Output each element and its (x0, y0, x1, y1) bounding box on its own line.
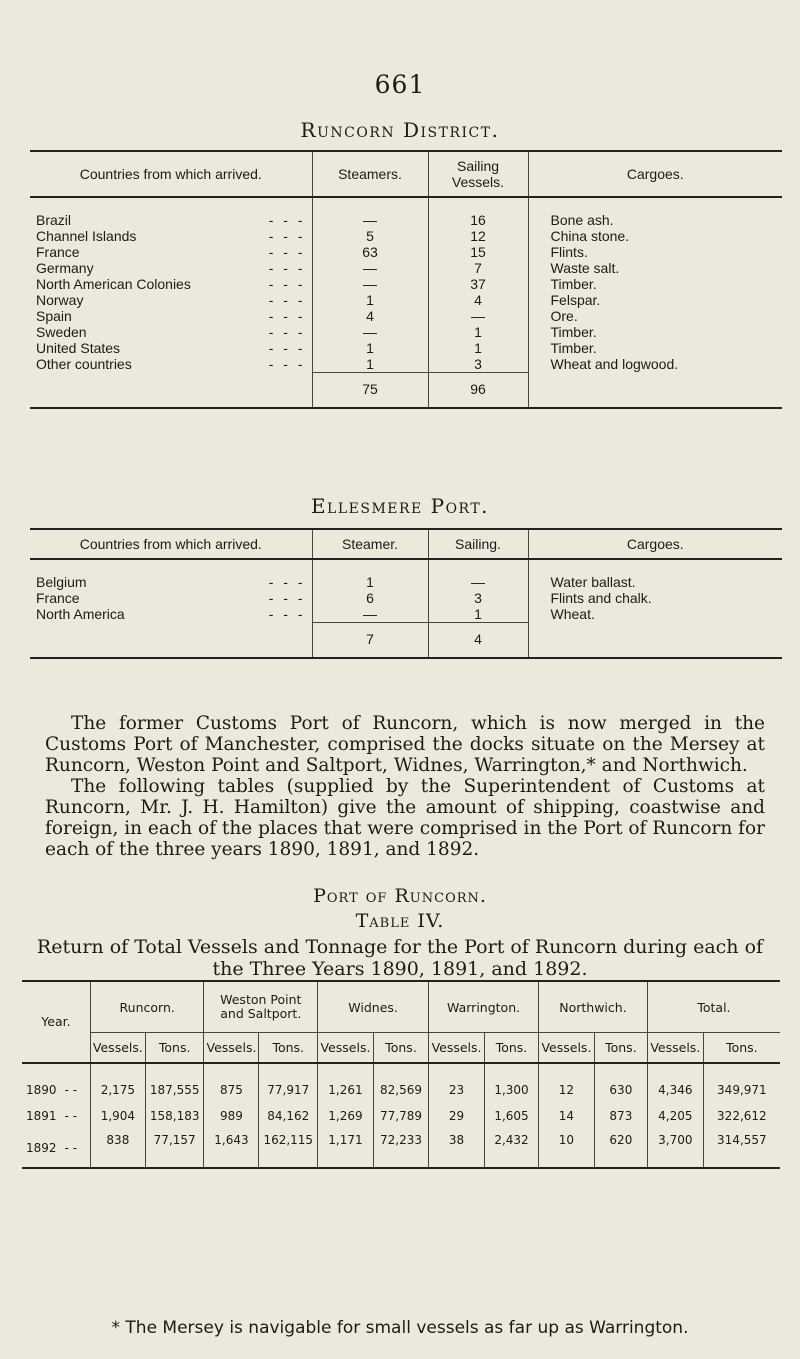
page-number: 661 (374, 70, 426, 99)
table-row (30, 244, 782, 260)
col-header-countries: Countries from which arrived. (30, 151, 312, 197)
vessels-cell: 989 (204, 1103, 259, 1129)
steamers-cell: 1 (312, 292, 428, 308)
table-row (30, 324, 782, 340)
vessels-cell: 875 (204, 1077, 259, 1103)
steamers-cell: 63 (312, 244, 428, 260)
vessels-cell: 1,269 (318, 1103, 374, 1129)
country-cell (30, 228, 312, 244)
vessels-cell: 1,261 (318, 1077, 374, 1103)
group-header-northwich: Northwich. (539, 981, 648, 1033)
cargo-cell: Timber. (528, 340, 782, 356)
spacer-cell (30, 559, 312, 574)
leader-dots: - - - (268, 606, 306, 622)
spacer-row (30, 197, 782, 212)
leader-dots: - - (64, 1082, 78, 1097)
leader-dots: - - (64, 1140, 78, 1155)
tons-cell: 72,233 (373, 1129, 428, 1168)
table-row (30, 308, 782, 324)
tons-cell: 2,432 (484, 1129, 538, 1168)
col-header-steamer: Steamer. (312, 529, 428, 559)
port-of-runcorn-table (22, 980, 780, 1169)
return-title: Return of Total Vessels and Tonnage for the Port of Runcorn during each of the Three Years 1890, 1891, and 1892. (36, 936, 764, 980)
country-cell (30, 212, 312, 228)
country-cell (30, 340, 312, 356)
steamers-cell: — (312, 260, 428, 276)
vessels-cell: 838 (90, 1129, 145, 1168)
table-row (30, 356, 782, 373)
sailing-cell: 3 (428, 356, 528, 373)
totals-label-cell (30, 373, 312, 409)
year-cell (22, 1129, 90, 1168)
tons-cell: 1,300 (484, 1077, 538, 1103)
sailing-cell: 3 (428, 590, 528, 606)
spacer-cell (703, 1063, 780, 1077)
spacer-cell (428, 559, 528, 574)
steamers-cell: 4 (312, 308, 428, 324)
leader-dots: - - - (268, 324, 306, 340)
totals-cargo-cell (528, 623, 782, 659)
subheader-tons: Tons. (594, 1033, 647, 1063)
tons-cell: 82,569 (373, 1077, 428, 1103)
paragraph-customs-port: The former Customs Port of Runcorn, which is now merged in the Customs Port of Manchester, comprised the docks situate on the Mersey at Runcorn, Weston Point and Saltport, Widnes, Warrington,* and Northwich. (45, 713, 765, 776)
spacer-cell (90, 1063, 145, 1077)
steamers-cell: 1 (312, 356, 428, 373)
port-of-runcorn-heading: Port of Runcorn. (313, 885, 487, 907)
spacer-cell (428, 197, 528, 212)
leader-dots: - - - (268, 228, 306, 244)
subheader-tons: Tons. (145, 1033, 204, 1063)
group-header-total: Total. (647, 981, 780, 1033)
year-value: 1892 (26, 1140, 57, 1155)
spacer-cell (539, 1063, 595, 1077)
subheader-vessels: Vessels. (318, 1033, 374, 1063)
sailing-cell: — (428, 574, 528, 590)
tons-cell: 84,162 (259, 1103, 318, 1129)
cargo-cell: Flints and chalk. (528, 590, 782, 606)
totals-cargo-cell (528, 373, 782, 409)
leader-dots: - - - (268, 292, 306, 308)
total-steamers: 75 (312, 373, 428, 409)
totals-label-cell (30, 623, 312, 659)
table-row (30, 260, 782, 276)
vessels-cell: 1,643 (204, 1129, 259, 1168)
leader-dots: - - (64, 1108, 78, 1123)
spacer-cell (528, 559, 782, 574)
sailing-cell: 16 (428, 212, 528, 228)
country-name: France (36, 590, 80, 606)
runcorn-district-table (30, 150, 782, 409)
country-cell (30, 292, 312, 308)
spacer-cell (484, 1063, 538, 1077)
paragraph-tables-intro: The following tables (supplied by the Superintendent of Customs at Runcorn, Mr. J. H. Hamilton) give the amount of shipping, coastwise and foreign, in each of the places that were comprised in the Port of Runcorn for each of the three years 1890, 1891, and 1892. (45, 776, 766, 860)
tons-cell: 630 (594, 1077, 647, 1103)
tons-cell: 77,157 (145, 1129, 204, 1168)
country-cell (30, 276, 312, 292)
table-iv-heading: Table IV. (355, 910, 445, 932)
leader-dots: - - - (268, 212, 306, 228)
country-name: North America (36, 606, 125, 622)
group-header-widnes: Widnes. (318, 981, 429, 1033)
ellesmere-port-table (30, 528, 782, 659)
spacer-cell (259, 1063, 318, 1077)
group-header-runcorn: Runcorn. (90, 981, 204, 1033)
steamers-cell: — (312, 324, 428, 340)
table-row (30, 590, 782, 606)
country-cell (30, 574, 312, 590)
tons-cell: 162,115 (259, 1129, 318, 1168)
leader-dots: - - - (268, 574, 306, 590)
steamers-cell: 1 (312, 340, 428, 356)
steamers-cell: 5 (312, 228, 428, 244)
country-cell (30, 260, 312, 276)
vessels-cell: 14 (539, 1103, 595, 1129)
sailing-cell: 1 (428, 606, 528, 623)
leader-dots: - - - (268, 276, 306, 292)
tons-cell: 349,971 (703, 1077, 780, 1103)
country-cell (30, 324, 312, 340)
col-header-sailing: Sailing. (428, 529, 528, 559)
subheader-vessels: Vessels. (539, 1033, 595, 1063)
spacer-cell (594, 1063, 647, 1077)
spacer-cell (145, 1063, 204, 1077)
leader-dots: - - - (268, 260, 306, 276)
subheader-tons: Tons. (484, 1033, 538, 1063)
cargo-cell: Felspar. (528, 292, 782, 308)
vessels-cell: 23 (429, 1077, 485, 1103)
cargo-cell: Waste salt. (528, 260, 782, 276)
sailing-cell: 1 (428, 324, 528, 340)
total-steamers: 7 (312, 623, 428, 659)
vessels-cell: 38 (429, 1129, 485, 1168)
spacer-cell (30, 197, 312, 212)
country-cell (30, 244, 312, 260)
sailing-cell: 7 (428, 260, 528, 276)
col-header-year: Year. (22, 981, 90, 1063)
spacer-cell (22, 1063, 90, 1077)
country-name: Norway (36, 292, 84, 308)
subheader-vessels: Vessels. (429, 1033, 485, 1063)
steamers-cell: — (312, 606, 428, 623)
table-row (22, 1077, 780, 1103)
tons-cell: 873 (594, 1103, 647, 1129)
cargo-cell: Wheat and logwood. (528, 356, 782, 373)
spacer-cell (318, 1063, 374, 1077)
country-name: United States (36, 340, 121, 356)
table-row (30, 228, 782, 244)
subheader-vessels: Vessels. (90, 1033, 145, 1063)
tons-cell: 620 (594, 1129, 647, 1168)
table-row (30, 340, 782, 356)
leader-dots: - - - (268, 244, 306, 260)
table-row (30, 212, 782, 228)
country-name: France (36, 244, 80, 260)
vessels-cell: 4,346 (647, 1077, 703, 1103)
table-row (22, 1129, 780, 1168)
country-name: Other countries (36, 356, 132, 372)
tons-cell: 1,605 (484, 1103, 538, 1129)
subheader-tons: Tons. (373, 1033, 428, 1063)
leader-dots: - - - (268, 590, 306, 606)
steamers-cell: — (312, 276, 428, 292)
table-row (30, 574, 782, 590)
country-name: Channel Islands (36, 228, 137, 244)
spacer-cell (647, 1063, 703, 1077)
vessels-cell: 4,205 (647, 1103, 703, 1129)
tons-cell: 77,917 (259, 1077, 318, 1103)
year-cell (22, 1103, 90, 1129)
spacer-row (30, 559, 782, 574)
cargo-cell: Water ballast. (528, 574, 782, 590)
spacer-row (22, 1063, 780, 1077)
steamers-cell: 6 (312, 590, 428, 606)
cargo-cell: Ore. (528, 308, 782, 324)
vessels-cell: 1,171 (318, 1129, 374, 1168)
vessels-cell: 10 (539, 1129, 595, 1168)
country-name: Germany (36, 260, 94, 276)
country-name: Brazil (36, 212, 72, 228)
year-value: 1891 (26, 1108, 57, 1123)
cargo-cell: Bone ash. (528, 212, 782, 228)
body-text (45, 713, 765, 860)
vessels-cell: 12 (539, 1077, 595, 1103)
leader-dots: - - - (268, 356, 306, 372)
tons-cell: 77,789 (373, 1103, 428, 1129)
sailing-cell: 15 (428, 244, 528, 260)
footnote: * The Mersey is navigable for small vessels as far up as Warrington. (111, 1318, 689, 1338)
sailing-cell: 1 (428, 340, 528, 356)
table-row (30, 606, 782, 623)
country-cell (30, 606, 312, 623)
sailing-cell: 4 (428, 292, 528, 308)
country-name: Sweden (36, 324, 87, 340)
table-row (30, 292, 782, 308)
sailing-cell: 37 (428, 276, 528, 292)
spacer-cell (373, 1063, 428, 1077)
steamers-cell: — (312, 212, 428, 228)
table-row (22, 1103, 780, 1129)
totals-row (30, 373, 782, 409)
total-sailing: 96 (428, 373, 528, 409)
vessels-cell: 1,904 (90, 1103, 145, 1129)
steamers-cell: 1 (312, 574, 428, 590)
subheader-vessels: Vessels. (647, 1033, 703, 1063)
vessels-cell: 2,175 (90, 1077, 145, 1103)
country-cell (30, 308, 312, 324)
cargo-cell: Timber. (528, 324, 782, 340)
col-header-cargoes: Cargoes. (528, 151, 782, 197)
tons-cell: 314,557 (703, 1129, 780, 1168)
country-name: North American Colonies (36, 276, 191, 292)
total-sailing: 4 (428, 623, 528, 659)
col-header-sailing: Sailing Vessels. (428, 151, 528, 197)
vessels-cell: 29 (429, 1103, 485, 1129)
spacer-cell (429, 1063, 485, 1077)
vessels-cell: 3,700 (647, 1129, 703, 1168)
tons-cell: 322,612 (703, 1103, 780, 1129)
group-header-warrington: Warrington. (429, 981, 539, 1033)
spacer-cell (312, 197, 428, 212)
totals-row (30, 623, 782, 659)
country-name: Spain (36, 308, 72, 324)
spacer-cell (204, 1063, 259, 1077)
leader-dots: - - - (268, 308, 306, 324)
subheader-tons: Tons. (703, 1033, 780, 1063)
col-header-countries: Countries from which arrived. (30, 529, 312, 559)
spacer-cell (528, 197, 782, 212)
year-value: 1890 (26, 1082, 57, 1097)
year-cell (22, 1077, 90, 1103)
spacer-cell (312, 559, 428, 574)
cargo-cell: Wheat. (528, 606, 782, 623)
leader-dots: - - - (268, 340, 306, 356)
country-name: Belgium (36, 574, 87, 590)
runcorn-district-title: Runcorn District. (300, 118, 500, 142)
sailing-cell: 12 (428, 228, 528, 244)
ellesmere-port-title: Ellesmere Port. (310, 494, 490, 518)
col-header-steamers: Steamers. (312, 151, 428, 197)
table-row (30, 276, 782, 292)
col-header-cargoes: Cargoes. (528, 529, 782, 559)
tons-cell: 187,555 (145, 1077, 204, 1103)
sailing-cell: — (428, 308, 528, 324)
subheader-tons: Tons. (259, 1033, 318, 1063)
country-cell (30, 590, 312, 606)
cargo-cell: China stone. (528, 228, 782, 244)
cargo-cell: Flints. (528, 244, 782, 260)
group-header-weston-point: Weston Point and Saltport. (204, 981, 318, 1033)
subheader-vessels: Vessels. (204, 1033, 259, 1063)
country-cell (30, 356, 312, 373)
cargo-cell: Timber. (528, 276, 782, 292)
tons-cell: 158,183 (145, 1103, 204, 1129)
